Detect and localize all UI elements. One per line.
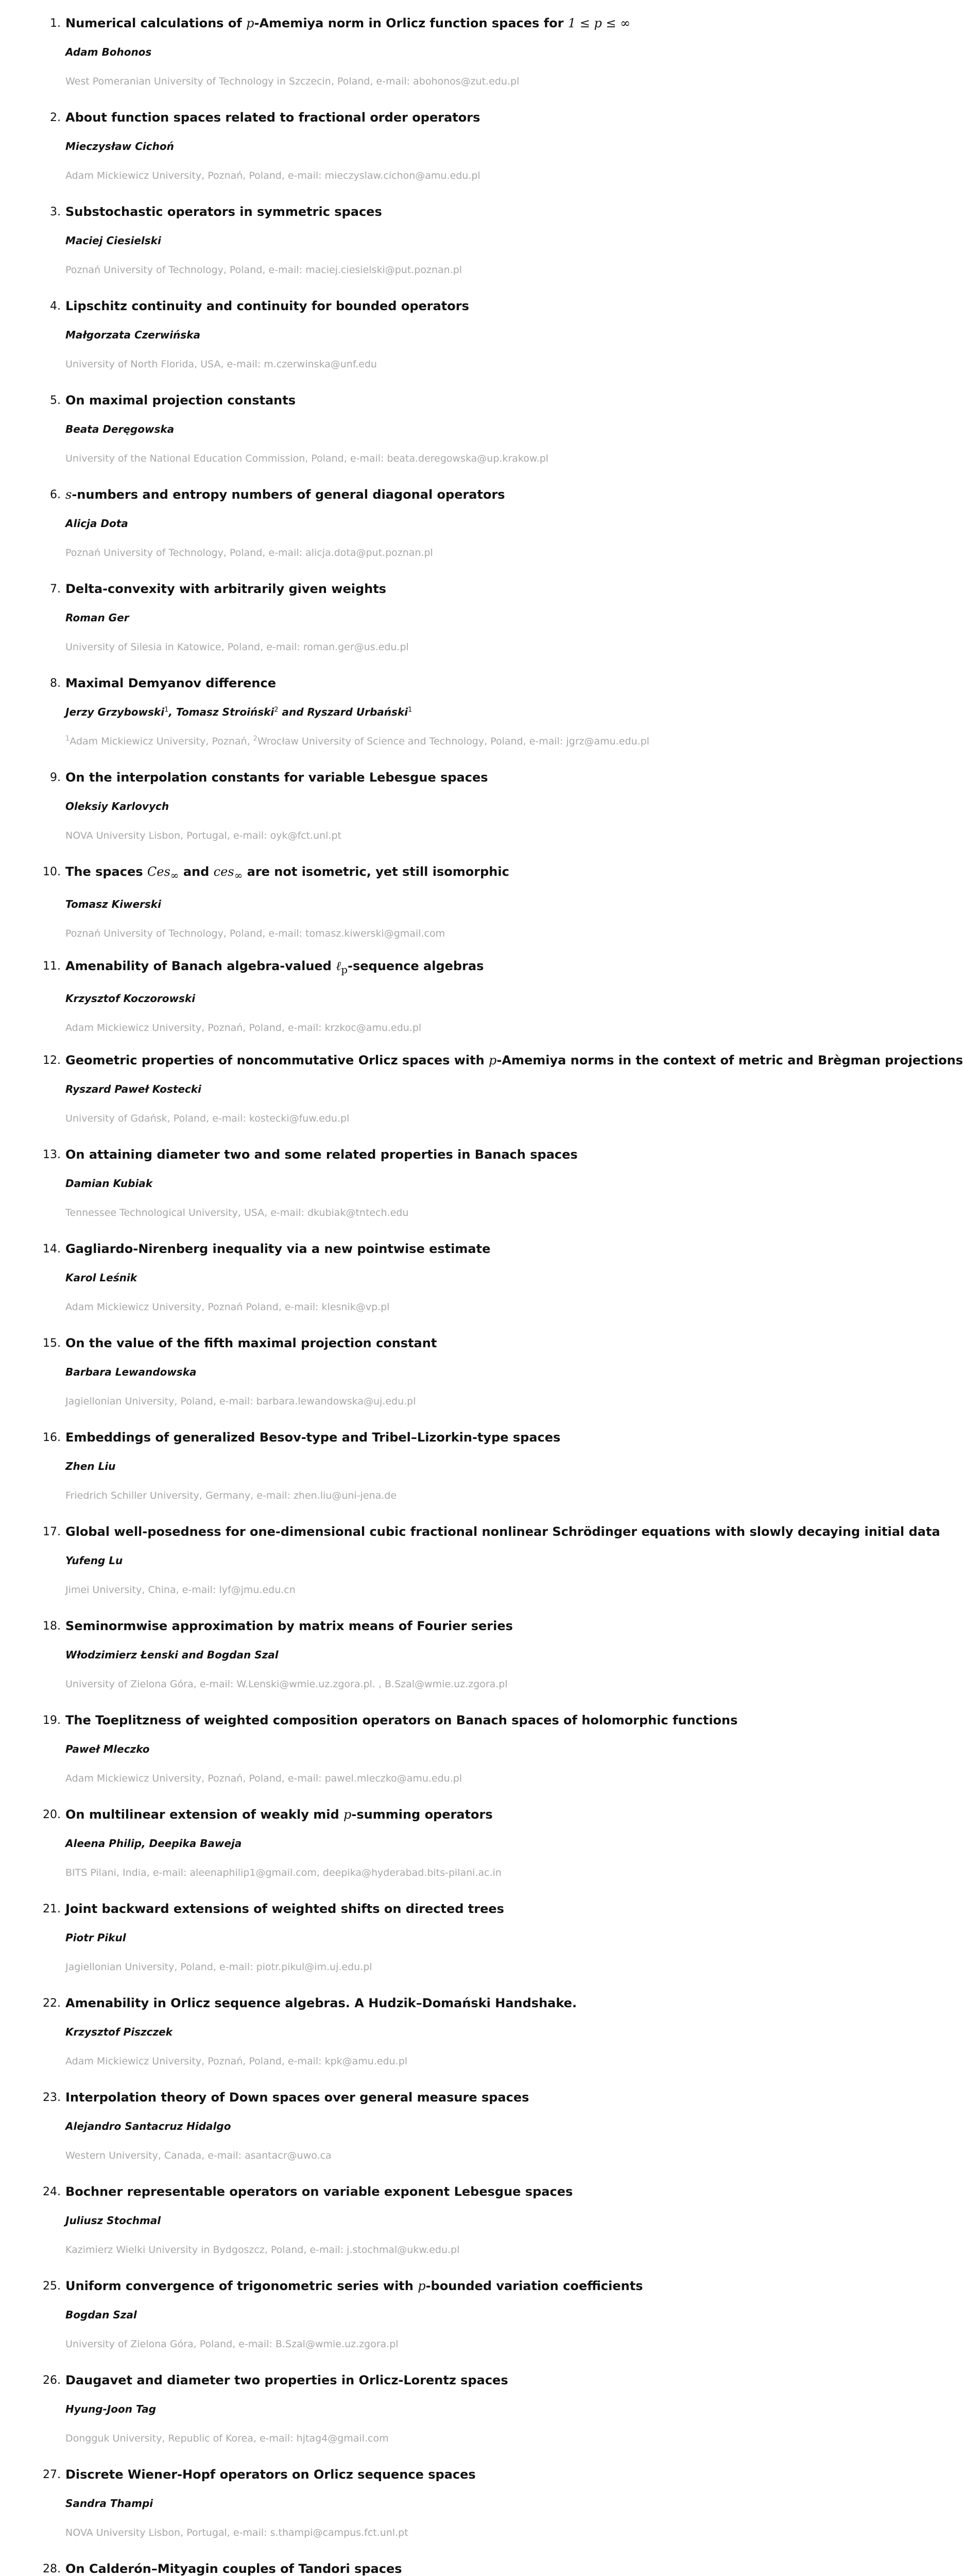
talk-number: 5. xyxy=(50,394,61,407)
talk-affiliation xyxy=(65,1395,852,1408)
math-symbol: p xyxy=(489,1053,497,1067)
talk-item xyxy=(0,94,852,189)
talk-title xyxy=(65,377,852,409)
text-run: and Ryszard Urbański xyxy=(278,706,408,718)
talk-affiliation xyxy=(65,1960,852,1974)
text-run: Daugavet and diameter two properties in Orlicz-Lorentz spaces xyxy=(65,2373,508,2387)
text-run: Maciej Ciesielski xyxy=(65,234,161,247)
talk-authors xyxy=(65,1460,852,1473)
superscript-marker: 1 xyxy=(408,706,412,714)
text-run: Mieczysław Cichoń xyxy=(65,140,174,152)
talk-title xyxy=(65,1320,852,1351)
talk-item xyxy=(0,1697,852,1791)
math-symbol: p xyxy=(418,2279,426,2293)
text-run: Oleksiy Karlovych xyxy=(65,800,169,812)
talk-item xyxy=(0,1791,852,1886)
talk-title xyxy=(65,2263,852,2294)
talk-affiliation xyxy=(65,2337,852,2351)
talk-affiliation xyxy=(65,1489,852,1502)
talk-item xyxy=(0,660,852,754)
talk-number: 22. xyxy=(43,1997,61,2010)
text-run: Jagiellonian University, Poland, e-mail: barbara.lewandowska@uj.edu.pl xyxy=(65,1396,416,1407)
text-run: Piotr Pikul xyxy=(65,1931,126,1944)
talk-title xyxy=(65,1886,852,1917)
talk-item xyxy=(0,1414,852,1509)
text-run: Yufeng Lu xyxy=(65,1554,123,1567)
text-run: Juliusz Stochmal xyxy=(65,2214,161,2227)
talk-authors xyxy=(65,1742,852,1756)
talk-number: 24. xyxy=(43,2185,61,2198)
talk-item xyxy=(0,849,852,943)
text-run: Wrocław University of Science and Technology, Poland, e-mail: jgrz@amu.edu.pl xyxy=(257,736,649,747)
talk-number: 3. xyxy=(50,206,61,218)
talk-title xyxy=(65,2546,852,2576)
text-run: On the interpolation constants for variable Lebesgue spaces xyxy=(65,770,488,785)
talk-authors xyxy=(65,2402,852,2416)
talk-title xyxy=(65,1697,852,1728)
text-run: Krzysztof Piszczek xyxy=(65,2026,173,2038)
talk-number: 20. xyxy=(43,1808,61,1821)
math-symbol: ces xyxy=(213,865,234,879)
talk-affiliation xyxy=(65,640,852,654)
text-run: Interpolation theory of Down spaces over general measure spaces xyxy=(65,2090,529,2105)
talk-affiliation xyxy=(65,829,852,842)
text-run: Amenability in Orlicz sequence algebras. A Hudzik–Domański Handshake. xyxy=(65,1996,577,2010)
text-run: Jimei University, China, e-mail: lyf@jmu.edu.cn xyxy=(65,1584,296,1596)
talk-item xyxy=(0,0,852,94)
text-run: NOVA University Lisbon, Portugal, e-mail: s.thampi@campus.fct.unl.pt xyxy=(65,2527,408,2538)
talk-item xyxy=(0,377,852,471)
talk-affiliation xyxy=(65,75,852,88)
text-run: Sandra Thampi xyxy=(65,2497,153,2510)
math-subscript: ∞ xyxy=(234,869,243,882)
talk-authors xyxy=(65,1271,852,1284)
talk-number: 26. xyxy=(43,2374,61,2387)
talk-item xyxy=(0,943,852,1037)
text-run: About function spaces related to fractional order operators xyxy=(65,110,480,125)
talk-authors xyxy=(65,2214,852,2227)
text-run: NOVA University Lisbon, Portugal, e-mail: oyk@fct.unl.pt xyxy=(65,830,341,841)
talk-authors xyxy=(65,2025,852,2039)
talk-item xyxy=(0,1320,852,1414)
talk-number: 4. xyxy=(50,300,61,313)
talk-item xyxy=(0,2263,852,2357)
talk-item xyxy=(0,2168,852,2263)
talk-title xyxy=(65,1414,852,1446)
text-run: Adam Mickiewicz University, Poznań, xyxy=(70,736,253,747)
text-run: Global well-posedness for one-dimensional cubic fractional nonlinear Schrödinger equations with slowly decaying initial data xyxy=(65,1524,940,1539)
talk-authors xyxy=(65,517,852,530)
talk-number: 25. xyxy=(43,2280,61,2293)
talk-number: 1. xyxy=(50,17,61,30)
talk-affiliation xyxy=(65,1677,852,1691)
talk-authors xyxy=(65,1082,852,1096)
talk-item xyxy=(0,1037,963,1131)
talk-item xyxy=(0,283,852,377)
talk-item xyxy=(0,2357,852,2451)
talk-authors xyxy=(65,897,852,911)
text-run: On Calderón–Mityagin couples of Tandori spaces xyxy=(65,2562,402,2576)
talk-affiliation xyxy=(65,1206,852,1219)
text-run: Lipschitz continuity and continuity for bounded operators xyxy=(65,299,469,313)
text-run: Gagliardo-Nirenberg inequality via a new pointwise estimate xyxy=(65,1242,491,1256)
text-run: Paweł Mleczko xyxy=(65,1743,150,1755)
text-run: Poznań University of Technology, Poland, e-mail: alicja.dota@put.poznan.pl xyxy=(65,547,433,558)
text-run: -Amemiya norms in the context of metric and Brègman projections xyxy=(496,1053,963,1067)
talk-number: 23. xyxy=(43,2091,61,2104)
text-run: and xyxy=(179,865,214,879)
talk-affiliation xyxy=(65,263,852,277)
text-run: Hyung-Joon Tag xyxy=(65,2403,157,2415)
text-run: Damian Kubiak xyxy=(65,1177,153,1190)
talk-authors xyxy=(65,1365,852,1379)
text-run: Barbara Lewandowska xyxy=(65,1366,197,1378)
talk-authors xyxy=(65,1177,852,1190)
text-run: Beata Deręgowska xyxy=(65,423,175,435)
text-run: Amenability of Banach algebra-valued xyxy=(65,959,336,973)
talk-affiliation xyxy=(65,2149,852,2162)
talk-title xyxy=(65,2074,852,2106)
talk-authors xyxy=(65,234,852,247)
talk-title xyxy=(65,1509,940,1540)
text-run: Maximal Demyanov difference xyxy=(65,676,277,690)
talk-number: 16. xyxy=(43,1431,61,1444)
text-run: Numerical calculations of xyxy=(65,16,247,30)
talk-item xyxy=(0,754,852,849)
text-run: Tennessee Technological University, USA, e-mail: dkubiak@tntech.edu xyxy=(65,1207,409,1218)
text-run: Krzysztof Koczorowski xyxy=(65,992,196,1005)
talk-title xyxy=(65,1603,852,1634)
text-run: Włodzimierz Łenski and Bogdan Szal xyxy=(65,1649,279,1661)
text-run: University of Silesia in Katowice, Poland, e-mail: roman.ger@us.edu.pl xyxy=(65,641,409,653)
text-run: Western University, Canada, e-mail: asantacr@uwo.ca xyxy=(65,2150,332,2161)
text-run: Adam Bohonos xyxy=(65,46,152,58)
talk-affiliation xyxy=(65,546,852,560)
talk-item xyxy=(0,2546,852,2576)
talk-authors xyxy=(65,1554,852,1567)
text-run: , Tomasz Stroiński xyxy=(168,706,274,718)
talk-affiliation xyxy=(65,2055,852,2068)
talk-number: 11. xyxy=(43,960,61,973)
text-run: Friedrich Schiller University, Germany, e-mail: zhen.liu@uni-jena.de xyxy=(65,1490,397,1501)
math-symbol: Ces xyxy=(147,865,170,879)
talk-affiliation xyxy=(65,927,852,940)
talk-authors xyxy=(65,1837,852,1850)
superscript-marker: 2 xyxy=(253,735,257,743)
text-run: The Toeplitzness of weighted composition operators on Banach spaces of holomorphic functions xyxy=(65,1713,738,1727)
text-run: On maximal projection constants xyxy=(65,393,296,408)
text-run: Jagiellonian University, Poland, e-mail: piotr.pikul@im.uj.edu.pl xyxy=(65,1961,372,1973)
talk-affiliation xyxy=(65,1583,852,1597)
talk-item xyxy=(0,566,852,660)
talk-number: 2. xyxy=(50,111,61,124)
talk-title xyxy=(65,2451,852,2483)
math-symbol: 1 ≤ p ≤ ∞ xyxy=(568,16,631,30)
text-run: Roman Ger xyxy=(65,612,129,624)
talk-authors xyxy=(65,328,852,342)
text-run: Geometric properties of noncommutative Orlicz spaces with xyxy=(65,1053,489,1067)
text-run: Zhen Liu xyxy=(65,1460,116,1472)
talk-title xyxy=(65,849,852,884)
superscript-marker: 1 xyxy=(65,735,70,743)
talk-number: 8. xyxy=(50,677,61,690)
text-run: Tomasz Kiwerski xyxy=(65,897,161,910)
text-run: University of Gdańsk, Poland, e-mail: kostecki@fuw.edu.pl xyxy=(65,1113,350,1124)
talk-authors xyxy=(65,45,852,59)
talk-item xyxy=(0,189,852,283)
talk-affiliation xyxy=(65,1021,852,1035)
text-run: Małgorzata Czerwińska xyxy=(65,329,200,341)
superscript-marker: 2 xyxy=(274,706,279,714)
text-run: -bounded variation coefficients xyxy=(425,2279,643,2293)
text-run: Adam Mickiewicz University, Poznań, Poland, e-mail: mieczyslaw.cichon@amu.edu.pl xyxy=(65,170,480,181)
text-run: Adam Mickiewicz University, Poznań Poland, e-mail: klesnik@vp.pl xyxy=(65,1301,390,1313)
math-symbol: ℓ xyxy=(336,959,341,973)
talk-affiliation xyxy=(65,2432,852,2445)
talk-number: 19. xyxy=(43,1714,61,1727)
text-run: Kazimierz Wielki University in Bydgoszcz, Poland, e-mail: j.stochmal@ukw.edu.pl xyxy=(65,2244,460,2256)
text-run: Adam Mickiewicz University, Poznań, Poland, e-mail: pawel.mleczko@amu.edu.pl xyxy=(65,1773,462,1784)
text-run: are not isometric, yet still isomorphic xyxy=(243,865,509,879)
talk-item xyxy=(0,1509,940,1603)
talk-title xyxy=(65,566,852,597)
talk-number: 28. xyxy=(43,2563,61,2575)
talk-title xyxy=(65,94,852,126)
math-subscript: ∞ xyxy=(170,869,179,882)
text-run: Bochner representable operators on variable exponent Lebesgue spaces xyxy=(65,2184,573,2199)
text-run: Alejandro Santacruz Hidalgo xyxy=(65,2120,231,2132)
text-run: Adam Mickiewicz University, Poznań, Poland, e-mail: kpk@amu.edu.pl xyxy=(65,2056,408,2067)
text-run: Poznań University of Technology, Poland, e-mail: tomasz.kiwerski@gmail.com xyxy=(65,927,445,939)
talk-title xyxy=(65,660,852,691)
talk-number: 10. xyxy=(43,866,61,878)
talk-title xyxy=(65,1037,963,1069)
superscript-marker: 1 xyxy=(164,706,169,714)
talk-authors xyxy=(65,611,852,624)
talk-title xyxy=(65,0,852,31)
text-run: Substochastic operators in symmetric spaces xyxy=(65,205,382,219)
talk-authors xyxy=(65,800,852,813)
text-run: On attaining diameter two and some related properties in Banach spaces xyxy=(65,1147,578,1162)
text-run: -numbers and entropy numbers of general diagonal operators xyxy=(72,487,505,502)
text-run: Joint backward extensions of weighted shifts on directed trees xyxy=(65,1902,504,1916)
talk-affiliation xyxy=(65,358,852,371)
talk-number: 18. xyxy=(43,1620,61,1633)
talk-number: 9. xyxy=(50,771,61,784)
talk-number: 21. xyxy=(43,1903,61,1916)
talk-title xyxy=(65,2357,852,2388)
talk-number: 17. xyxy=(43,1526,61,1538)
talk-title xyxy=(65,471,852,503)
talk-affiliation xyxy=(65,1300,852,1314)
text-run: Delta-convexity with arbitrarily given weights xyxy=(65,582,386,596)
talk-item xyxy=(0,1980,852,2074)
talk-number: 12. xyxy=(43,1054,61,1067)
text-run: University of North Florida, USA, e-mail: m.czerwinska@unf.edu xyxy=(65,359,377,370)
text-run: -Amemiya norm in Orlicz function spaces for xyxy=(254,16,568,30)
text-run: University of the National Education Commission, Poland, e-mail: beata.deregowska@up.krakow.pl xyxy=(65,453,549,464)
talk-title xyxy=(65,1980,852,2011)
talk-item xyxy=(0,1226,852,1320)
text-run: The spaces xyxy=(65,865,147,879)
math-symbol: s xyxy=(65,487,72,502)
math-symbol: p xyxy=(246,16,254,30)
talk-title xyxy=(65,1226,852,1257)
text-run: Seminormwise approximation by matrix means of Fourier series xyxy=(65,1619,513,1633)
text-run: Embeddings of generalized Besov-type and Tribel–Lizorkin-type spaces xyxy=(65,1430,561,1445)
text-run: On the value of the fifth maximal projection constant xyxy=(65,1336,437,1350)
talk-title xyxy=(65,283,852,314)
talk-authors xyxy=(65,2120,852,2133)
talk-item xyxy=(0,2074,852,2168)
text-run: University of Zielona Góra, e-mail: W.Lenski@wmie.uz.zgora.pl. , B.Szal@wmie.uz.zgora.pl xyxy=(65,1679,508,1690)
talk-affiliation xyxy=(65,1112,852,1125)
talk-affiliation xyxy=(65,1866,852,1879)
text-run: Aleena Philip, Deepika Baweja xyxy=(65,1837,242,1850)
text-run: Bogdan Szal xyxy=(65,2309,137,2321)
text-run: Adam Mickiewicz University, Poznań, Poland, e-mail: krzkoc@amu.edu.pl xyxy=(65,1022,422,1033)
text-run: University of Zielona Góra, Poland, e-mail: B.Szal@wmie.uz.zgora.pl xyxy=(65,2338,399,2350)
talk-authors xyxy=(65,1648,852,1662)
math-subscript: p xyxy=(341,963,348,976)
talk-affiliation xyxy=(65,735,852,748)
talk-authors xyxy=(65,2497,852,2510)
talk-number: 13. xyxy=(43,1148,61,1161)
talk-title xyxy=(65,2168,852,2200)
talk-number: 14. xyxy=(43,1243,61,1256)
text-run: Dongguk University, Republic of Korea, e-mail: hjtag4@gmail.com xyxy=(65,2433,389,2444)
talk-authors xyxy=(65,705,852,719)
text-run: BITS Pilani, India, e-mail: aleenaphilip1@gmail.com, deepika@hyderabad.bits-pilani.ac.in xyxy=(65,1867,502,1878)
talk-title xyxy=(65,943,852,978)
talk-title xyxy=(65,189,852,220)
talk-item xyxy=(0,1131,852,1226)
math-symbol: p xyxy=(343,1807,352,1822)
talk-item xyxy=(0,1603,852,1697)
talk-item xyxy=(0,2451,852,2546)
text-run: Karol Leśnik xyxy=(65,1272,137,1284)
text-run: Discrete Wiener-Hopf operators on Orlicz sequence spaces xyxy=(65,2467,476,2482)
talk-affiliation xyxy=(65,452,852,465)
text-run: On multilinear extension of weakly mid xyxy=(65,1807,343,1822)
talk-item xyxy=(0,1886,852,1980)
talk-affiliation xyxy=(65,2526,852,2539)
text-run: West Pomeranian University of Technology in Szczecin, Poland, e-mail: abohonos@zut.edu.pl xyxy=(65,76,520,87)
talk-number: 7. xyxy=(50,583,61,596)
talk-authors xyxy=(65,2308,852,2321)
talk-title xyxy=(65,1791,852,1823)
talk-affiliation xyxy=(65,1772,852,1785)
text-run: Ryszard Paweł Kostecki xyxy=(65,1083,201,1095)
talk-affiliation xyxy=(65,169,852,182)
talk-title xyxy=(65,754,852,786)
talk-title xyxy=(65,1131,852,1163)
text-run: -summing operators xyxy=(351,1807,493,1822)
text-run: Alicja Dota xyxy=(65,517,128,530)
talk-number: 6. xyxy=(50,488,61,501)
talk-affiliation xyxy=(65,2243,852,2257)
talk-authors xyxy=(65,422,852,436)
text-run: Uniform convergence of trigonometric series with xyxy=(65,2279,418,2293)
text-run: Jerzy Grzybowski xyxy=(65,706,165,718)
talk-number: 15. xyxy=(43,1337,61,1350)
text-run: -sequence algebras xyxy=(348,959,484,973)
talk-authors xyxy=(65,140,852,153)
talk-item xyxy=(0,471,852,566)
text-run: Poznań University of Technology, Poland, e-mail: maciej.ciesielski@put.poznan.pl xyxy=(65,264,462,276)
talk-authors xyxy=(65,992,852,1005)
talk-number: 27. xyxy=(43,2468,61,2481)
talk-authors xyxy=(65,1931,852,1944)
